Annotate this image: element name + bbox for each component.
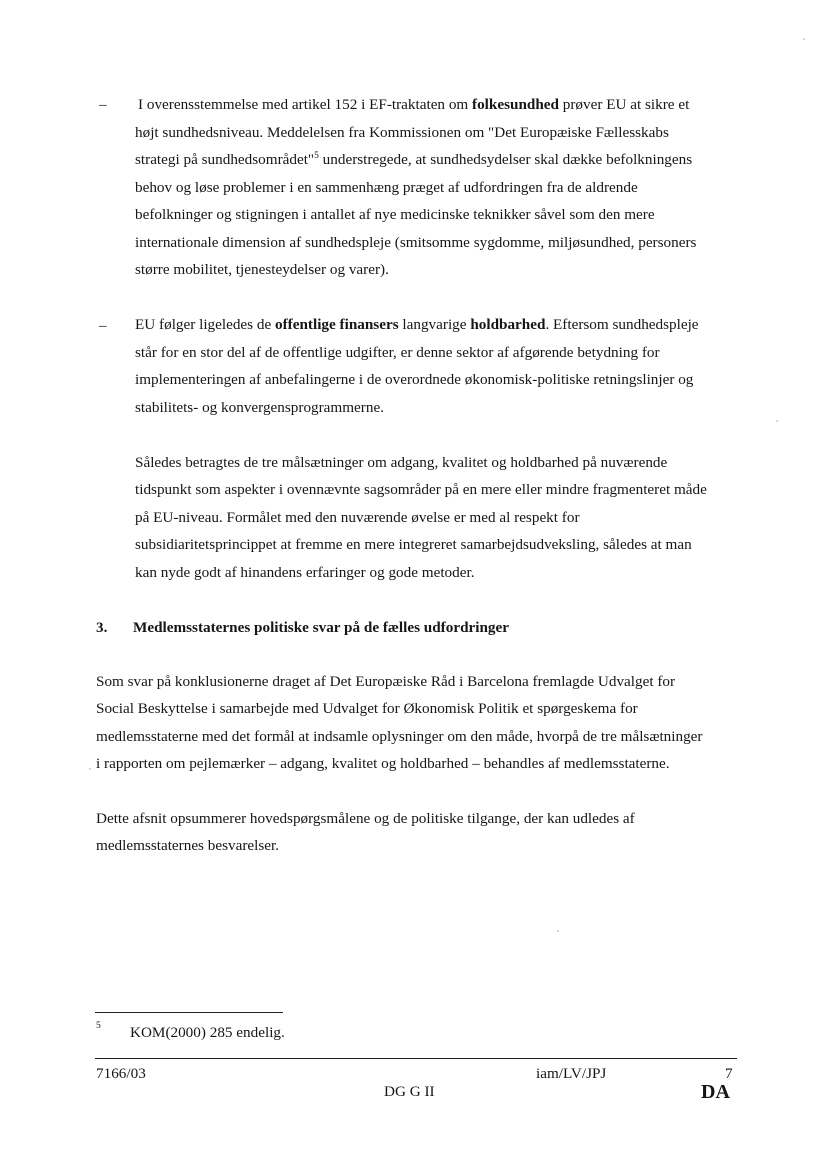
page-number: 7 (725, 1065, 733, 1082)
text-line: medlemsstaternes besvarelser. (96, 837, 280, 854)
author-initials: iam/LV/JPJ (536, 1065, 607, 1082)
section-number: 3. (96, 619, 108, 636)
text-line: implementeringen af anbefalingerne i de overordnede økonomisk-politiske retningslinjer og (135, 371, 694, 388)
scan-speck (557, 930, 559, 932)
language-code: DA (701, 1081, 730, 1103)
text-line: behov og løse problemer i en sammenhæng præget af udfordringen fra de aldrende (135, 179, 638, 196)
text-line: højt sundhedsniveau. Meddelelsen fra Kommissionen om "Det Europæiske Fællesskabs (135, 124, 669, 141)
footer-rule (95, 1058, 737, 1059)
text-line: Således betragtes de tre målsætninger om adgang, kvalitet og holdbarhed på nuværende (135, 454, 668, 471)
bullet-dash: – (99, 96, 107, 113)
footnote-separator (95, 1012, 283, 1013)
text-line: Social Beskyttelse i samarbejde med Udvalget for Økonomisk Politik et spørgeskema for (96, 700, 638, 717)
text-line: Som svar på konklusionerne draget af Det Europæiske Råd i Barcelona fremlagde Udvalget for (96, 673, 676, 690)
bullet-dash: – (99, 317, 107, 334)
text-line: befolkninger og stigningen i antallet af nye medicinske teknikker såvel som den mere (135, 206, 655, 223)
scan-speck (776, 420, 778, 422)
bold-term: offentlige finansers (275, 316, 399, 333)
text-line: I overensstemmelse med artikel 152 i EF-traktaten om folkesundhed prøver EU at sikre et (138, 96, 690, 113)
text-line: strategi på sundhedsområdet"$^5$ understregede, at sundhedsydelser skal dække befolkningens (135, 151, 693, 168)
bold-term: folkesundhed (472, 96, 559, 113)
document-number: 7166/03 (96, 1065, 146, 1082)
footnote-text: KOM(2000) 285 endelig. (130, 1024, 285, 1041)
directorate: DG G II (384, 1083, 435, 1100)
text-line: i rapporten om pejlemærker – adgang, kvalitet og holdbarhed – behandles af medlemsstaterne. (96, 755, 670, 772)
section-title: Medlemsstaternes politiske svar på de fælles udfordringer (133, 619, 510, 636)
footnote-number: 5 (96, 1021, 101, 1031)
text-line: stabilitets- og konvergensprogrammerne. (135, 399, 384, 416)
text-line: internationale dimension af sundhedspleje (smitsomme sygdomme, miljøsundhed, personers (135, 234, 697, 251)
footnote-reference: 5 (314, 151, 319, 161)
text-line: subsidiaritetsprincippet at fremme en mere integreret samarbejdsudveksling, således at man (135, 536, 692, 553)
scan-speck (89, 768, 91, 770)
scan-speck (803, 38, 805, 40)
text-line: større mobilitet, tjenesteydelser og varer). (135, 261, 389, 278)
text-line: Dette afsnit opsummerer hovedspørgsmålene og de politiske tilgange, der kan udledes af (96, 810, 635, 827)
bold-term: holdbarhed (470, 316, 546, 333)
text-line: står for en stor del af de offentlige udgifter, er denne sektor af afgørende betydning for (135, 344, 660, 361)
text-line: på EU-niveau. Formålet med den nuværende øvelse er med al respekt for (135, 509, 580, 526)
text-line: tidspunkt som aspekter i ovennævnte sagsområder på en mere eller mindre fragmenteret måde (135, 481, 707, 498)
text-line: EU følger ligeledes de offentlige finansers langvarige holdbarhed. Eftersom sundhedspleje (135, 316, 699, 333)
text-line: kan nyde godt af hinandens erfaringer og gode metoder. (135, 564, 475, 581)
text-line: medlemsstaterne med det formål at indsamle oplysninger om den måde, hvorpå de tre målsætninger (96, 728, 703, 745)
